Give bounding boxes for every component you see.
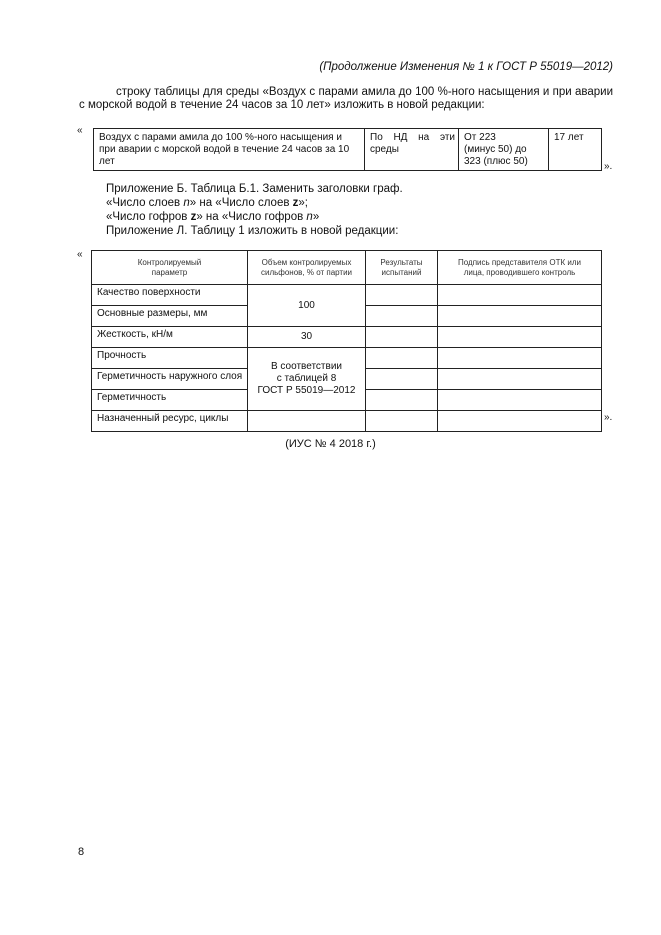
- volume-cell: 30: [248, 327, 366, 348]
- volume-reference-cell: [248, 348, 366, 411]
- medium-cell: [94, 129, 365, 171]
- ius-note: (ИУС № 4 2018 г.): [285, 438, 376, 450]
- header-results-line-1: Результаты: [380, 257, 423, 267]
- volume-ref-line-2: с таблицей 8: [276, 373, 337, 384]
- param-cell: Жесткость, кН/м: [92, 327, 248, 348]
- corr-n-symbol: n: [306, 211, 313, 223]
- nd-line-2: среды: [370, 144, 399, 155]
- results-cell: [366, 285, 438, 306]
- header-param: [92, 251, 248, 285]
- layers-text-c: »;: [298, 197, 308, 209]
- header-results: [366, 251, 438, 285]
- signature-cell: [438, 285, 602, 306]
- medium-text: Воздух с парами амила до 100 %-ного насыщения и при аварии с морской водой в течение 24 часов за 10 лет: [99, 132, 350, 167]
- term-cell: [549, 129, 602, 171]
- intro-paragraph-text: строку таблицы для среды «Воздух с парами амила до 100 %-ного насыщения и при аварии с морской водой в течение 24 часов за 10 лет» изложить в новой редакции:: [79, 86, 613, 111]
- param-cell: Основные размеры, мм: [92, 306, 248, 327]
- replacement-row-table: [93, 128, 602, 171]
- results-cell: [366, 348, 438, 369]
- param-cell: Назначенный ресурс, циклы: [92, 411, 248, 432]
- signature-cell: [438, 411, 602, 432]
- layers-text-b: » на «Число слоев: [189, 197, 293, 209]
- continuation-header: (Продолжение Изменения № 1 к ГОСТ Р 55019—2012): [319, 61, 613, 73]
- results-cell: [366, 306, 438, 327]
- header-volume: [248, 251, 366, 285]
- intro-paragraph: [79, 86, 613, 112]
- header-volume-line-1: Объем контролируемых: [261, 257, 352, 267]
- table-row: [92, 327, 602, 348]
- signature-cell: [438, 348, 602, 369]
- signature-cell: [438, 369, 602, 390]
- layers-replacement-line: [106, 197, 308, 210]
- corr-text-c: »: [312, 211, 320, 223]
- param-cell: Качество поверхности: [92, 285, 248, 306]
- layers-z-symbol: z: [292, 197, 299, 209]
- header-volume-line-2: сильфонов, % от партии: [260, 267, 353, 277]
- opening-quote-1: «: [77, 125, 83, 136]
- closing-quote-1: ».: [604, 161, 613, 172]
- header-signature-line-1: Подпись представителя ОТК или: [458, 257, 581, 267]
- nd-line-1: По НД на эти: [370, 132, 455, 143]
- volume-cell: 100: [248, 285, 366, 327]
- volume-ref-line-1: В соответствии: [270, 361, 342, 372]
- layers-n-symbol: n: [183, 197, 190, 209]
- layers-text-a: «Число слоев: [106, 197, 184, 209]
- results-cell: [366, 411, 438, 432]
- signature-cell: [438, 390, 602, 411]
- opening-quote-2: «: [77, 249, 83, 260]
- param-cell: Герметичность наружного слоя: [92, 369, 248, 390]
- header-param-line-1: Контролируемый: [137, 257, 202, 267]
- temp-line-3: 323 (плюс 50): [464, 156, 528, 167]
- temperature-cell: [459, 129, 549, 171]
- appendix-b-line: Приложение Б. Таблица Б.1. Заменить заголовки граф.: [106, 183, 403, 195]
- corr-text-b: » на «Число гофров: [196, 211, 307, 223]
- table-header-row: [92, 251, 602, 285]
- volume-ref-line-3: ГОСТ Р 55019—2012: [257, 385, 356, 396]
- nd-cell: [365, 129, 459, 171]
- appendix-l-line: Приложение Л. Таблицу 1 изложить в новой редакции:: [106, 225, 399, 237]
- corr-z-symbol: z: [190, 211, 197, 223]
- closing-quote-2: ».: [604, 412, 613, 423]
- corrugations-replacement-line: [106, 211, 319, 224]
- results-cell: [366, 327, 438, 348]
- temp-line-2: (минус 50) до: [464, 144, 527, 155]
- table-row: [92, 285, 602, 306]
- corr-text-a: «Число гофров: [106, 211, 191, 223]
- signature-cell: [438, 327, 602, 348]
- term-text: 17 лет: [554, 132, 584, 143]
- param-cell: Герметичность: [92, 390, 248, 411]
- table-row: [92, 411, 602, 432]
- param-cell: Прочность: [92, 348, 248, 369]
- signature-cell: [438, 306, 602, 327]
- control-table: [91, 250, 602, 432]
- table-row: [94, 129, 602, 171]
- header-signature: [438, 251, 602, 285]
- header-param-line-2: параметр: [151, 267, 188, 277]
- results-cell: [366, 369, 438, 390]
- results-cell: [366, 390, 438, 411]
- table-row: [92, 348, 602, 369]
- header-results-line-2: испытаний: [381, 267, 422, 277]
- page-number: 8: [78, 846, 85, 858]
- header-signature-line-2: лица, проводившего контроль: [463, 267, 576, 277]
- temp-line-1: От 223: [464, 132, 496, 143]
- volume-cell: [248, 411, 366, 432]
